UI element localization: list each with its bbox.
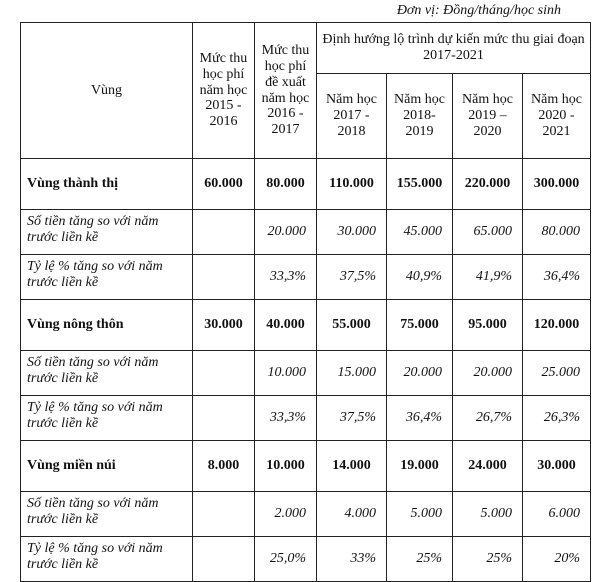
- table-cell: 20%: [523, 537, 591, 582]
- table-cell: 300.000: [523, 159, 591, 210]
- table-cell: 80.000: [255, 159, 317, 210]
- row-label: Số tiền tăng so với năm trước liền kề: [21, 351, 193, 396]
- table-cell: 25,0%: [255, 537, 317, 582]
- table-cell: 30.000: [317, 210, 387, 255]
- header-fee-proposed: Mức thu học phí đề xuất năm học 2016 - 2017: [255, 23, 317, 159]
- table-row: [21, 351, 591, 396]
- table-cell: 20.000: [453, 351, 523, 396]
- table-row: [21, 492, 591, 537]
- table-row: [21, 255, 591, 300]
- table-cell: 37,5%: [317, 255, 387, 300]
- table-row: [21, 441, 591, 492]
- table-cell: 4.000: [317, 492, 387, 537]
- table-cell: 5.000: [453, 492, 523, 537]
- table-cell: [193, 255, 255, 300]
- table-cell: 25.000: [523, 351, 591, 396]
- table-cell: 33%: [317, 537, 387, 582]
- table-cell: 30.000: [523, 441, 591, 492]
- table-cell: 65.000: [453, 210, 523, 255]
- table-cell: 41,9%: [453, 255, 523, 300]
- table-cell: 10.000: [255, 441, 317, 492]
- table-cell: 5.000: [387, 492, 453, 537]
- table-cell: 6.000: [523, 492, 591, 537]
- header-roadmap: Định hướng lộ trình dự kiến mức thu giai đoạn 2017-2021: [317, 23, 591, 74]
- table-cell: 8.000: [193, 441, 255, 492]
- table-cell: [193, 210, 255, 255]
- table-cell: 55.000: [317, 300, 387, 351]
- header-year: Năm học 2018- 2019: [387, 74, 453, 159]
- table-cell: 45.000: [387, 210, 453, 255]
- table-cell: 10.000: [255, 351, 317, 396]
- table-cell: 25%: [453, 537, 523, 582]
- row-label: Số tiền tăng so với năm trước liền kề: [21, 210, 193, 255]
- table-cell: 25%: [387, 537, 453, 582]
- region-label: Vùng miền núi: [21, 441, 193, 492]
- table-cell: 36,4%: [387, 396, 453, 441]
- unit-note: Đơn vị: Đồng/tháng/học sinh: [396, 3, 561, 18]
- table-cell: 24.000: [453, 441, 523, 492]
- table-cell: 95.000: [453, 300, 523, 351]
- table-cell: 19.000: [387, 441, 453, 492]
- table-cell: 20.000: [387, 351, 453, 396]
- table-cell: [193, 537, 255, 582]
- row-label: Tỷ lệ % tăng so với năm trước liền kề: [21, 255, 193, 300]
- table-cell: 110.000: [317, 159, 387, 210]
- table-cell: [193, 351, 255, 396]
- table-cell: 33,3%: [255, 396, 317, 441]
- row-label: Số tiền tăng so với năm trước liền kề: [21, 492, 193, 537]
- table-cell: 36,4%: [523, 255, 591, 300]
- region-label: Vùng nông thôn: [21, 300, 193, 351]
- header-year: Năm học 2020 - 2021: [523, 74, 591, 159]
- table-cell: 120.000: [523, 300, 591, 351]
- table-row: [21, 396, 591, 441]
- table-cell: 60.000: [193, 159, 255, 210]
- table-cell: 14.000: [317, 441, 387, 492]
- header-year: Năm học 2017 - 2018: [317, 74, 387, 159]
- table-cell: 40,9%: [387, 255, 453, 300]
- row-label: Tỷ lệ % tăng so với năm trước liền kề: [21, 396, 193, 441]
- table-cell: 20.000: [255, 210, 317, 255]
- table-body: [21, 159, 591, 582]
- table-cell: 37,5%: [317, 396, 387, 441]
- table-cell: 40.000: [255, 300, 317, 351]
- table-cell: 26,3%: [523, 396, 591, 441]
- header-fee-current: Mức thu học phí năm học 2015 - 2016: [193, 23, 255, 159]
- table-cell: 2.000: [255, 492, 317, 537]
- header-year: Năm học 2019 – 2020: [453, 74, 523, 159]
- header-region: Vùng: [21, 23, 193, 159]
- table-cell: 33,3%: [255, 255, 317, 300]
- table-cell: [193, 492, 255, 537]
- table-row: [21, 300, 591, 351]
- table-cell: 26,7%: [453, 396, 523, 441]
- region-label: Vùng thành thị: [21, 159, 193, 210]
- table-row: [21, 537, 591, 582]
- table-cell: 15.000: [317, 351, 387, 396]
- table-cell: [193, 396, 255, 441]
- tuition-table: [20, 22, 591, 582]
- table-row: [21, 159, 591, 210]
- table-cell: 155.000: [387, 159, 453, 210]
- table-cell: 220.000: [453, 159, 523, 210]
- table-cell: 75.000: [387, 300, 453, 351]
- table-row: [21, 210, 591, 255]
- table-cell: 30.000: [193, 300, 255, 351]
- table-cell: 80.000: [523, 210, 591, 255]
- row-label: Tỷ lệ % tăng so với năm trước liền kề: [21, 537, 193, 582]
